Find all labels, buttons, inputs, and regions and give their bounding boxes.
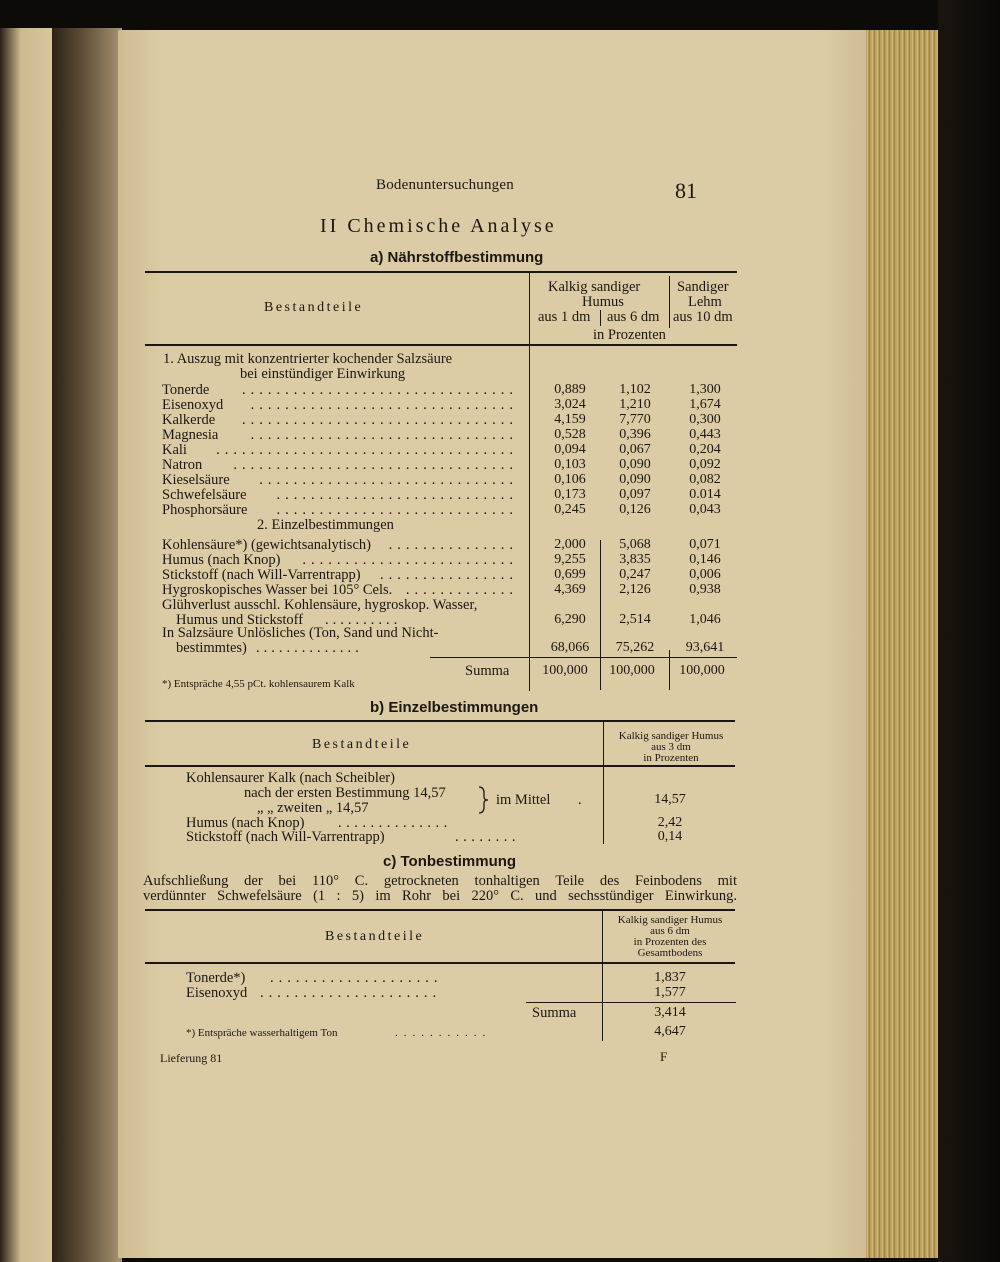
unl-value-3: 93,641 xyxy=(685,640,725,655)
rule-c-summa xyxy=(526,1002,736,1003)
row-label: Magnesia xyxy=(162,427,219,443)
row-label: Phosphorsäure xyxy=(162,502,248,518)
rule-b-top xyxy=(145,720,735,722)
row-value-2: 0,396 xyxy=(619,427,651,442)
section-c-title: c) Tonbestimmung xyxy=(383,853,517,870)
row-value-2: 5,068 xyxy=(619,537,651,552)
row-leader-dots: ............................ xyxy=(276,502,518,518)
col-divider-2 xyxy=(600,540,601,690)
row-label: Eisenoxyd xyxy=(162,397,224,413)
unl-label-line1: In Salzsäure Unlösliches (Ton, Sand und Nicht- xyxy=(162,625,439,641)
row-leader-dots: ................................ xyxy=(242,382,518,398)
page-number: 81 xyxy=(675,178,697,203)
row-value-2: 3,835 xyxy=(619,552,651,567)
row-leader-dots: ............................... xyxy=(250,397,518,413)
row-value-1: 0,094 xyxy=(554,442,586,457)
row-leader-dots: ......................... xyxy=(302,552,518,568)
section-c-intro-line2: verdünnter Schwefelsäure (1 : 5) im Rohr bei 220° C. und sechsstündiger Einwirkung. xyxy=(143,888,737,904)
col-sub1: aus 1 dm xyxy=(538,309,591,325)
row-label: Schwefelsäure xyxy=(162,487,247,503)
row-value-1: 0,528 xyxy=(554,427,586,442)
row-value-1: 0,173 xyxy=(554,487,586,502)
c-summa-label: Summa xyxy=(532,1005,577,1021)
b-row1-value: 14,57 xyxy=(654,792,686,807)
col-group1-line2: Humus xyxy=(582,294,624,310)
row-value-2: 0,097 xyxy=(619,487,651,502)
gluh-value-2: 2,514 xyxy=(619,612,651,627)
footer-lieferung: Lieferung 81 xyxy=(160,1051,223,1065)
row-leader-dots: .............................. xyxy=(259,472,518,488)
row-leader-dots: ............. xyxy=(405,582,518,598)
col-c-head-line4: Gesamtbodens xyxy=(637,947,703,959)
rule-summa xyxy=(430,657,737,658)
unl-value-2: 75,262 xyxy=(615,640,655,655)
col-c-head-line1: Kalkig sandiger Humus xyxy=(617,914,723,926)
row-label: Kalkerde xyxy=(162,412,216,428)
b-row2-label: Humus (nach Knop) xyxy=(186,815,305,831)
c-footnote-value: 4,647 xyxy=(654,1024,686,1039)
col-c-head-line2: aus 6 dm xyxy=(650,925,690,937)
section-a-title: a) Nährstoffbestimmung xyxy=(370,249,544,266)
row-label: Natron xyxy=(162,457,203,473)
row-leader-dots: ................................ xyxy=(242,412,518,428)
row-leader-dots: ............................ xyxy=(276,487,518,503)
row-value-1: 4,159 xyxy=(554,412,586,427)
b-row3-dots: ........ xyxy=(455,829,520,845)
row-leader-dots: ................ xyxy=(380,567,518,583)
book-gutter xyxy=(52,28,122,1262)
row-value-3: 1,674 xyxy=(689,397,721,412)
row-value-1: 0,103 xyxy=(554,457,586,472)
row-value-2: 0,090 xyxy=(619,472,651,487)
section-b-title: b) Einzelbestimmungen xyxy=(370,699,539,716)
row-value-3: 0,938 xyxy=(689,582,721,597)
row-value-1: 0,106 xyxy=(554,472,586,487)
row-value-2: 2,126 xyxy=(619,582,651,597)
rule-top xyxy=(145,271,737,273)
row-label: Stickstoff (nach Will-Varrentrapp) xyxy=(162,567,361,583)
row-label: Hygroskopisches Wasser bei 105° Cels. xyxy=(162,582,393,598)
c-summa-value: 3,414 xyxy=(654,1005,686,1020)
page-edges xyxy=(866,30,938,1258)
left-page-edge xyxy=(0,28,52,1262)
col-c-divider xyxy=(602,911,603,1041)
gluh-value-1: 6,290 xyxy=(554,612,586,627)
col-divider-3b xyxy=(669,650,670,690)
heading-2: 2. Einzelbestimmungen xyxy=(257,517,394,533)
col-group2-line1: Sandiger xyxy=(677,279,729,295)
row-value-3: 0,204 xyxy=(689,442,721,457)
summa-value-2: 100,000 xyxy=(609,663,655,678)
footnote-c: *) Entspräche wasserhaltigem Ton xyxy=(186,1027,338,1039)
running-header-title: Bodenuntersuchungen xyxy=(376,177,514,193)
summa-value-3: 100,000 xyxy=(679,663,725,678)
row-value-2: 0,247 xyxy=(619,567,651,582)
col-divider-sub xyxy=(600,310,601,326)
col-c-head-line3: in Prozenten des xyxy=(633,936,707,948)
row-value-1: 9,255 xyxy=(554,552,586,567)
b-row2-value: 2,42 xyxy=(657,815,683,830)
heading-1-line2: bei einstündiger Einwirkung xyxy=(240,366,406,382)
row-value-1: 0,889 xyxy=(554,382,586,397)
row-value-1: 0,699 xyxy=(554,567,586,582)
rule-b-header xyxy=(145,765,735,767)
col-b-head-line2: aus 3 dm xyxy=(651,741,691,753)
row-value-3: 0,443 xyxy=(689,427,721,442)
c-row2-label: Eisenoxyd xyxy=(186,985,248,1001)
row-label: Kohlensäure*) (gewichtsanalytisch) xyxy=(162,537,371,553)
summa-value-1: 100,000 xyxy=(542,663,588,678)
row-label: Tonerde xyxy=(162,382,210,398)
col-b-head-line1: Kalkig sandiger Humus xyxy=(618,730,724,742)
book-cover-edge xyxy=(938,0,1000,1262)
row-leader-dots: ............................... xyxy=(250,427,518,443)
b-row3-label: Stickstoff (nach Will-Varrentrapp) xyxy=(186,829,385,845)
brace-icon xyxy=(476,785,490,815)
unl-dots: .............. xyxy=(256,640,363,656)
col-sub3: aus 10 dm xyxy=(673,309,733,325)
b-mittel-label: im Mittel xyxy=(496,792,551,808)
row-value-2: 0,090 xyxy=(619,457,651,472)
row-leader-dots: ................................... xyxy=(216,442,518,458)
rule-c-header xyxy=(145,962,735,964)
col-group1-line1: Kalkig sandiger xyxy=(548,279,641,295)
col-bestandteile: Bestandteile xyxy=(264,300,364,315)
c-row1-dots: .................... xyxy=(270,970,443,986)
col-c-bestandteile: Bestandteile xyxy=(325,929,425,944)
row-value-2: 1,102 xyxy=(619,382,651,397)
gluh-value-3: 1,046 xyxy=(689,612,721,627)
row-leader-dots: ............... xyxy=(388,537,518,553)
main-title: II Chemische Analyse xyxy=(320,215,557,237)
b-row1-label: Kohlensaurer Kalk (nach Scheibler) xyxy=(186,770,395,786)
c-row2-value: 1,577 xyxy=(654,985,686,1000)
footer-signature: F xyxy=(660,1049,668,1064)
row-value-3: 0,043 xyxy=(689,502,721,517)
col-b-bestandteile: Bestandteile xyxy=(312,737,412,752)
footnote-c-dots: ........... xyxy=(395,1027,492,1039)
b-row1b-label: „ „ zweiten „ 14,57 xyxy=(257,800,369,816)
summa-label: Summa xyxy=(465,663,510,679)
section-c-intro-line1: Aufschließung der bei 110° C. getrockneten tonhaltigen Teile des Feinbodens mit xyxy=(143,873,737,889)
row-value-3: 0,006 xyxy=(689,567,721,582)
col-sub2: aus 6 dm xyxy=(607,309,660,325)
row-value-2: 0,067 xyxy=(619,442,651,457)
col-unit: in Prozenten xyxy=(593,327,666,343)
col-group2-line2: Lehm xyxy=(688,294,722,310)
row-value-3: 0,071 xyxy=(689,537,721,552)
c-row2-dots: ..................... xyxy=(260,985,442,1001)
gluh-label-line1: Glühverlust ausschl. Kohlensäure, hygroskop. Wasser, xyxy=(162,597,478,613)
row-value-3: 1,300 xyxy=(689,382,721,397)
c-row1-label: Tonerde*) xyxy=(186,970,246,986)
row-value-3: 0,092 xyxy=(689,457,721,472)
b-row2-dots: .............. xyxy=(338,815,452,831)
col-b-divider xyxy=(603,722,604,844)
b-row1a-label: nach der ersten Bestimmung 14,57 xyxy=(244,785,446,801)
gluh-dots: .......... xyxy=(325,612,402,628)
b-mittel-dot: . xyxy=(578,792,582,808)
col-divider-1 xyxy=(529,273,530,691)
row-value-1: 3,024 xyxy=(554,397,586,412)
row-value-1: 0,245 xyxy=(554,502,586,517)
row-label: Kieselsäure xyxy=(162,472,230,488)
row-value-3: 0,146 xyxy=(689,552,721,567)
row-value-2: 7,770 xyxy=(619,412,651,427)
row-value-1: 4,369 xyxy=(554,582,586,597)
row-value-1: 2,000 xyxy=(554,537,586,552)
col-b-head-line3: in Prozenten xyxy=(643,752,699,764)
gluh-label-line2: Humus und Stickstoff xyxy=(176,612,304,628)
c-row1-value: 1,837 xyxy=(654,970,686,985)
row-label: Humus (nach Knop) xyxy=(162,552,281,568)
unl-label-line2: bestimmtes) xyxy=(176,640,247,656)
rule-c-top xyxy=(145,909,735,911)
footnote-a: *) Entspräche 4,55 pCt. kohlensaurem Kalk xyxy=(162,678,355,690)
col-divider-3a xyxy=(669,276,670,328)
row-value-2: 1,210 xyxy=(619,397,651,412)
row-leader-dots: ................................. xyxy=(233,457,518,473)
row-value-3: 0,300 xyxy=(689,412,721,427)
row-value-3: 0.014 xyxy=(689,487,721,502)
unl-value-1: 68,066 xyxy=(550,640,590,655)
row-label: Kali xyxy=(162,442,187,458)
row-value-2: 0,126 xyxy=(619,502,651,517)
heading-1-line1: 1. Auszug mit konzentrierter kochender Salzsäure xyxy=(163,351,453,367)
row-value-3: 0,082 xyxy=(689,472,721,487)
b-row3-value: 0,14 xyxy=(657,829,683,844)
rule-header xyxy=(145,344,737,346)
